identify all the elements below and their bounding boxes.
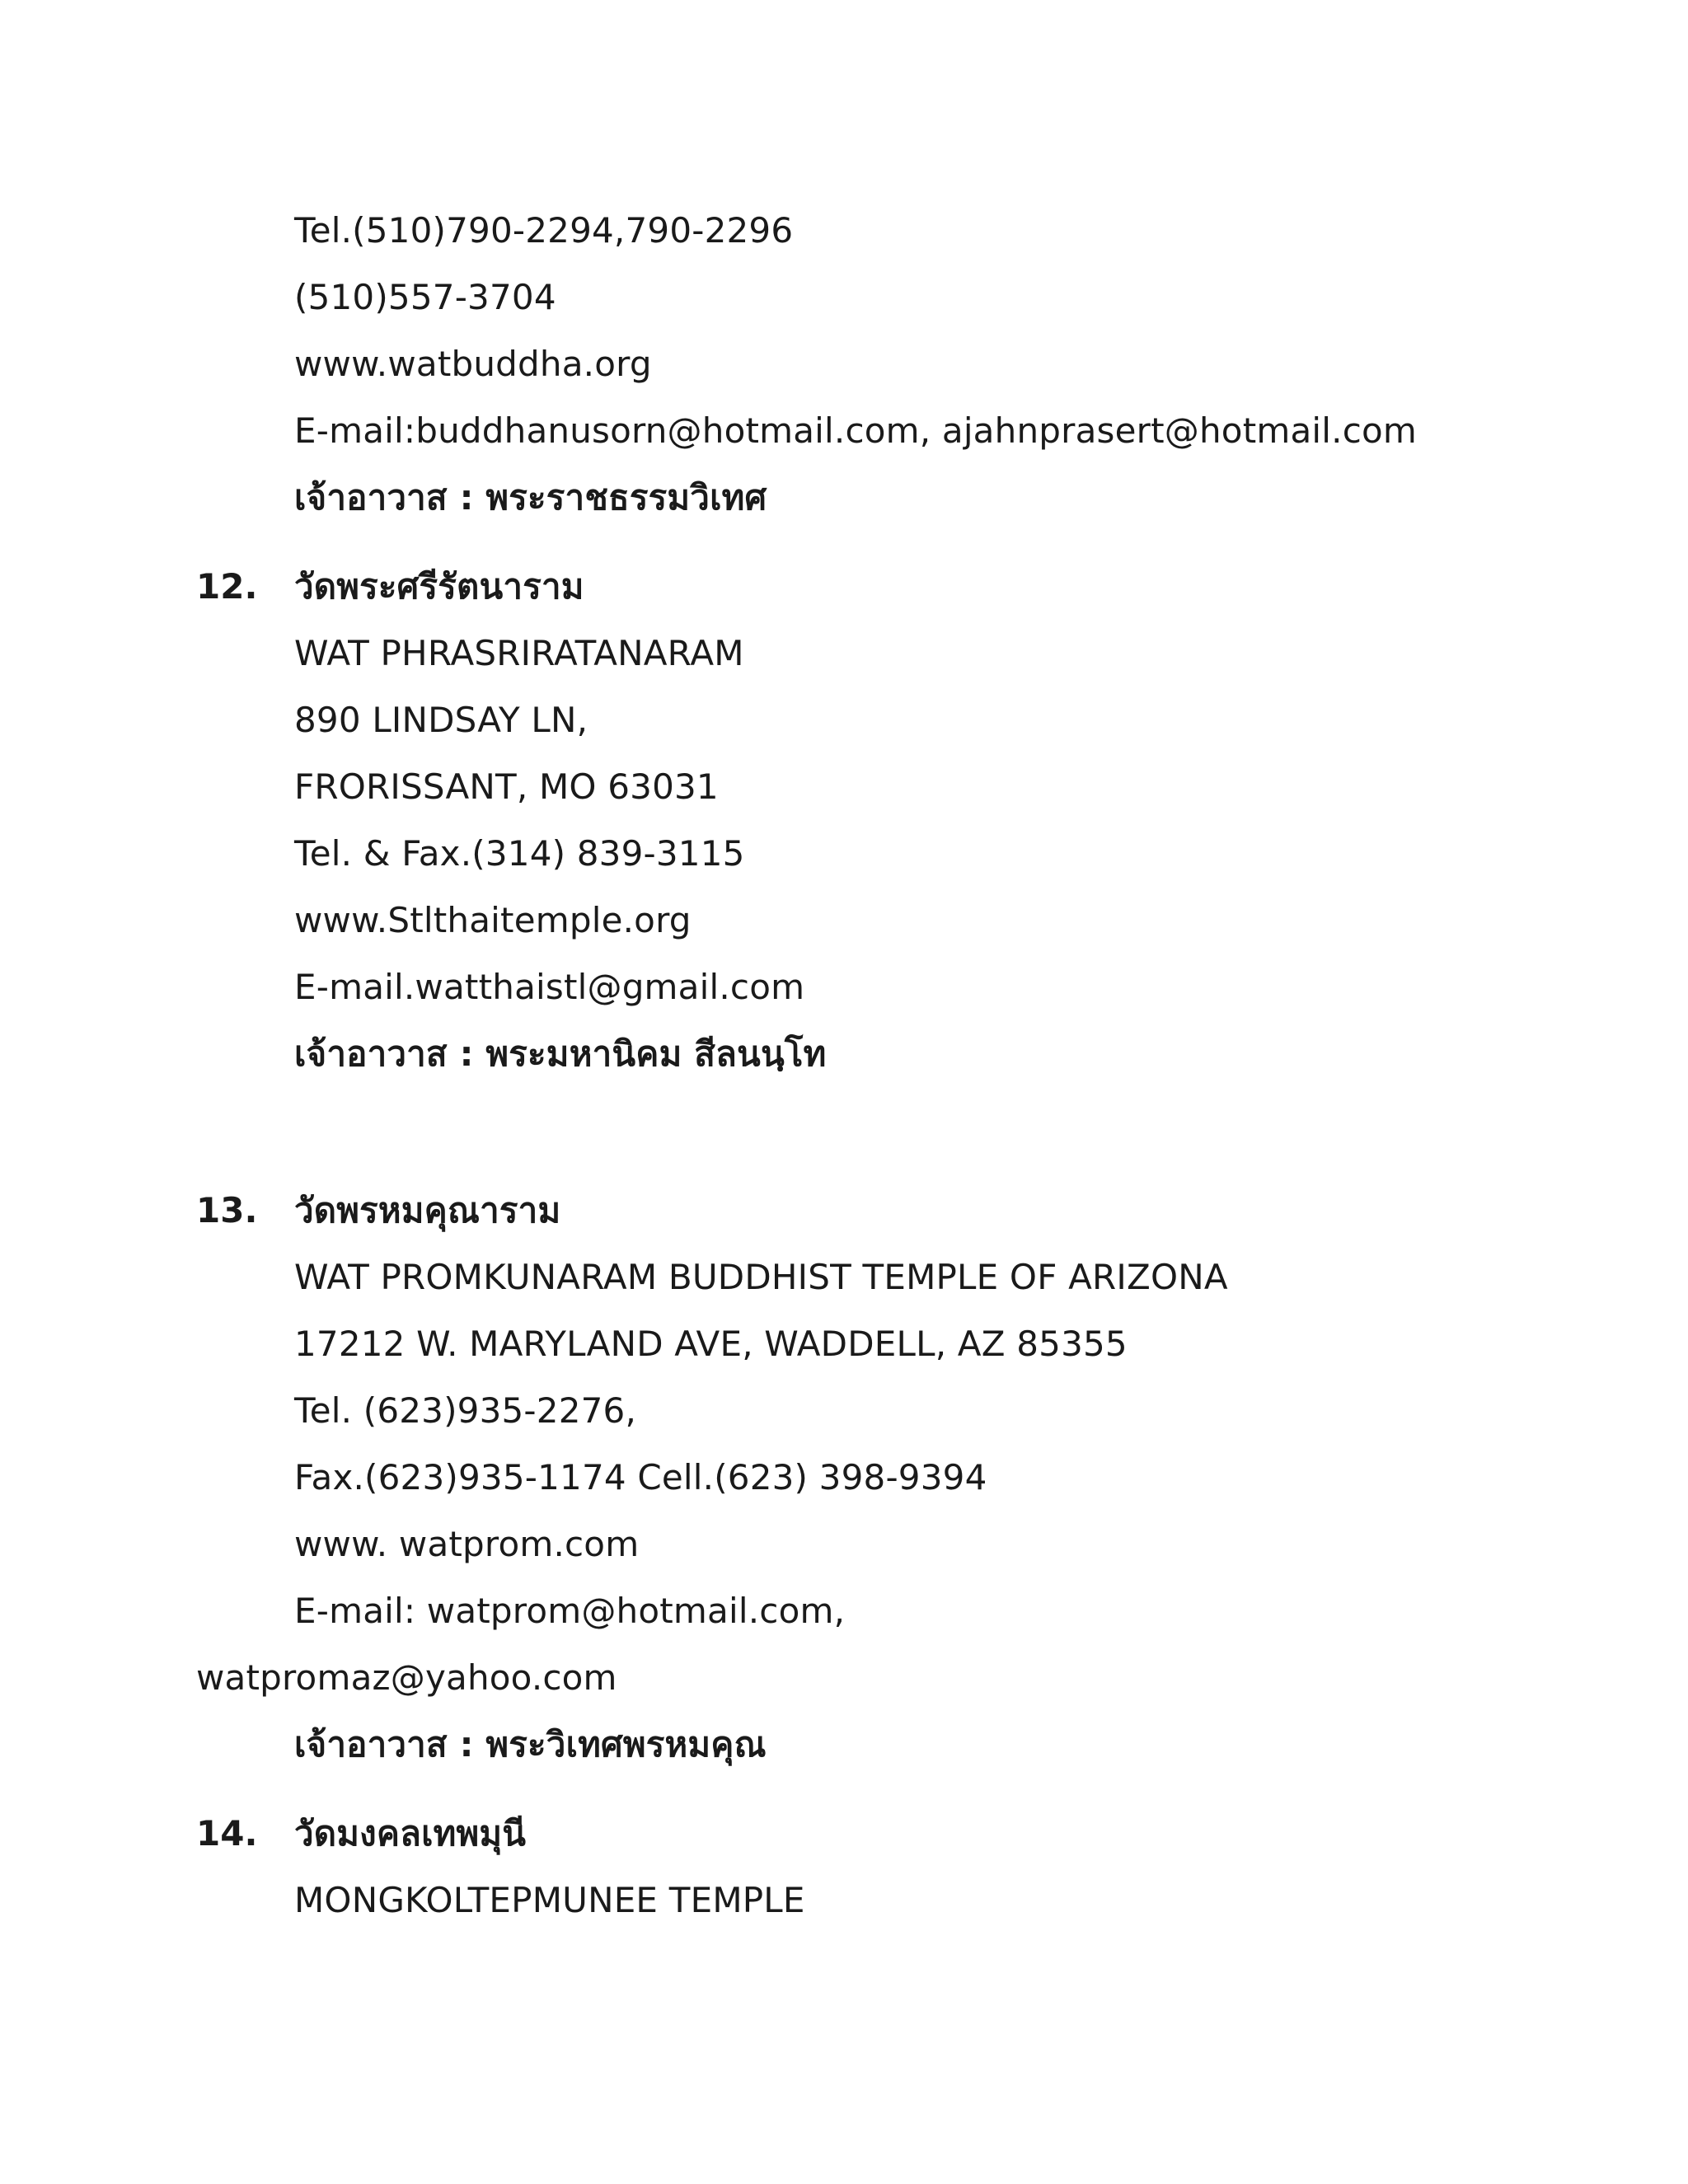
temple-thai-name: วัดพรหมคุณาราม (294, 1190, 561, 1230)
entry-number: 13. (196, 1190, 258, 1230)
website-line: www.watbuddha.org (294, 344, 652, 384)
email-line: E-mail:buddhanusorn@hotmail.com, ajahnprasert@hotmail.com (294, 410, 1418, 451)
website-line: www.Stlthaitemple.org (294, 900, 692, 940)
abbot-line: เจ้าอาวาส : พระราชธรรมวิเทศ (294, 477, 767, 518)
temple-thai-name: วัดพระศรีรัตนาราม (294, 566, 584, 607)
temple-english-name: WAT PHRASRIRATANARAM (294, 633, 744, 673)
phone-line: (510)557-3704 (294, 277, 556, 317)
email-line: E-mail.watthaistl@gmail.com (294, 967, 805, 1007)
address-line: 890 LINDSAY LN, (294, 700, 588, 740)
address-line: 17212 W. MARYLAND AVE, WADDELL, AZ 85355 (294, 1324, 1128, 1364)
temple-english-name: WAT PROMKUNARAM BUDDHIST TEMPLE OF ARIZONA (294, 1257, 1228, 1297)
temple-thai-name: วัดมงคลเทพมุนี (294, 1813, 527, 1854)
email-line-wrap: watpromaz@yahoo.com (196, 1657, 617, 1698)
entry-number: 12. (196, 566, 258, 607)
entry-number: 14. (196, 1813, 258, 1854)
email-line: E-mail: watprom@hotmail.com, (294, 1591, 846, 1631)
phone-line: Tel.(510)790-2294,790-2296 (294, 210, 794, 251)
abbot-line: เจ้าอาวาส : พระมหานิคม สีลนนฺโท (294, 1033, 827, 1074)
temple-english-name: MONGKOLTEPMUNEE TEMPLE (294, 1880, 805, 1920)
abbot-line: เจ้าอาวาส : พระวิเทศพรหมคุณ (294, 1724, 767, 1765)
fax-line: Fax.(623)935-1174 Cell.(623) 398-9394 (294, 1457, 987, 1497)
website-line: www. watprom.com (294, 1524, 640, 1564)
phone-line: Tel. (623)935-2276, (294, 1390, 637, 1431)
phone-line: Tel. & Fax.(314) 839-3115 (294, 833, 745, 874)
address-line: FRORISSANT, MO 63031 (294, 766, 719, 807)
